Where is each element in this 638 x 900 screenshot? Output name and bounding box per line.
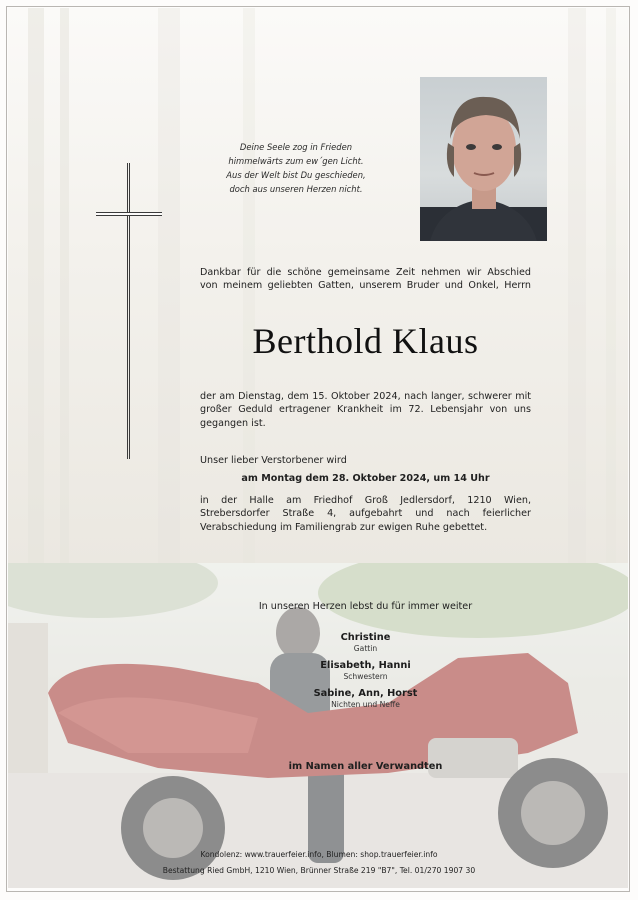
death-line: großer Geduld ertragener Krankheit im 72. Lebensjahr von uns — [200, 404, 531, 416]
family-name: Christine — [340, 632, 391, 643]
poem-line: doch aus unseren Herzen nicht. — [229, 184, 363, 194]
poem-line: himmelwärts zum ew´gen Licht. — [228, 156, 364, 166]
funeral-date: am Montag dem 28. Oktober 2024, um 14 Uhr — [241, 473, 490, 484]
funeral-text — [200, 494, 531, 534]
poem-line: Aus der Welt bist Du geschieden, — [226, 170, 366, 180]
cross-bar-icon — [96, 212, 162, 216]
family-block — [200, 632, 531, 710]
portrait-photo — [420, 77, 547, 241]
poem-line: Deine Seele zog in Frieden — [239, 142, 353, 152]
funeral-line: in der Halle am Friedhof Groß Jedlersdorf, 1210 Wien, — [200, 495, 531, 506]
intro-line: Dankbar für die schöne gemeinsame Zeit nehmen wir Abschied — [200, 267, 531, 278]
funeral-intro: Unser lieber Verstorbener wird — [200, 455, 347, 466]
closing-line: im Namen aller Verwandten — [288, 761, 443, 772]
footer-undertaker: Bestattung Ried GmbH, 1210 Wien, Brünner Straße 219 "B7", Tel. 01/270 1907 30 — [162, 866, 476, 875]
funeral-line: Verabschiedung im Familiengrab zur ewigen Ruhe gebettet. — [200, 521, 488, 533]
deceased-name: Berthold Klaus — [252, 321, 479, 361]
intro-text — [200, 266, 531, 293]
footer-condolence: Kondolenz: www.trauerfeier.info, Blumen: shop.trauerfeier.info — [200, 850, 438, 859]
remembrance-line: In unseren Herzen lebst du für immer weiter — [258, 601, 473, 612]
death-line: gegangen ist. — [200, 417, 266, 429]
family-role: Nichten und Neffe — [331, 700, 400, 709]
intro-line: von meinem geliebten Gatten, unserem Bruder und Onkel, Herrn — [200, 280, 531, 292]
death-line: der am Dienstag, dem 15. Oktober 2024, nach langer, schwerer mit — [200, 391, 531, 402]
family-name: Sabine, Ann, Horst — [313, 688, 418, 699]
family-role: Gattin — [353, 644, 378, 653]
cross-icon — [127, 163, 130, 459]
poem — [196, 140, 396, 196]
funeral-line: Strebersdorfer Straße 4, aufgebahrt und nach feierlicher — [200, 508, 531, 520]
death-text — [200, 390, 531, 430]
family-role: Schwestern — [343, 672, 388, 681]
family-name: Elisabeth, Hanni — [320, 660, 411, 671]
